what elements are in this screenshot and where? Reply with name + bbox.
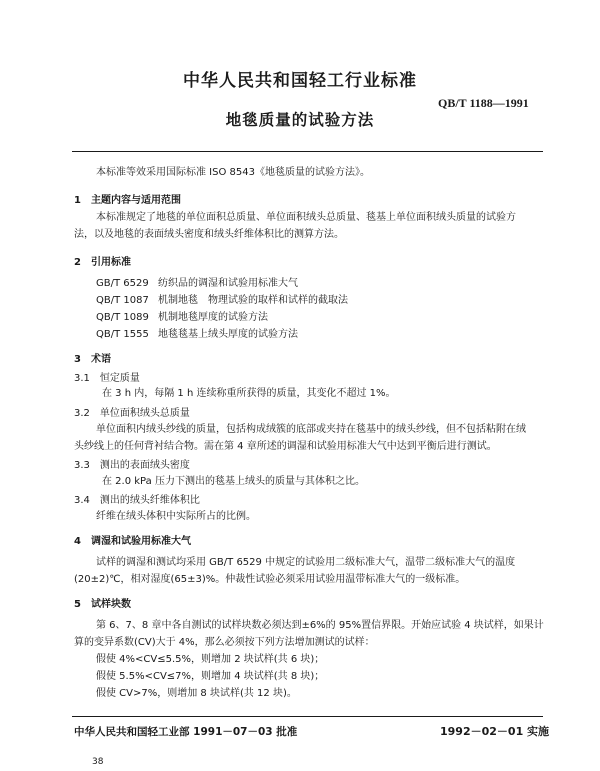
ref-title: 纺织品的调湿和试验用标准大气 <box>158 278 298 289</box>
section-4-line-2: (20±2)℃，相对湿度(65±3)%。仲裁性试验必须采用试验用温带标准大气的一级标准。 <box>74 574 466 585</box>
ref-title: 地毯毯基上绒头厚度的试验方法 <box>158 329 298 340</box>
term-3-3-def: 在 2.0 kPa 压力下测出的毯基上绒头的质量与其体积之比。 <box>102 476 365 487</box>
ref-code: QB/T 1555 <box>96 329 149 340</box>
section-5-case-1: 假使 4%<CV≤5.5%，则增加 2 块试样(共 6 块)； <box>96 654 325 665</box>
section-4-heading: 4 调湿和试验用标准大气 <box>74 536 191 547</box>
ref-item <box>96 326 298 343</box>
term-3-2-line-2: 头纱线上的任何背衬结合物。需在第 4 章所述的调湿和试验用标准大气中达到平衡后进行测试。 <box>74 441 497 452</box>
page-number: 38 <box>92 757 104 767</box>
ref-item <box>96 309 268 326</box>
term-3-2-line-1: 单位面积内绒头纱线的质量，包括构成绒簇的底部或夹持在毯基中的绒头纱线，但不包括粘附在绒 <box>96 424 526 435</box>
section-3-heading: 3 术语 <box>74 354 111 365</box>
intro-text: 本标准等效采用国际标准 ISO 8543《地毯质量的试验方法》。 <box>96 167 370 178</box>
term-3-2-label: 3.2 单位面积绒头总质量 <box>74 408 190 419</box>
document-title: 地毯质量的试验方法 <box>225 111 375 129</box>
term-3-1-label: 3.1 恒定质量 <box>74 373 140 384</box>
footer-rule <box>72 716 543 717</box>
section-5-line-2: 算的变异系数(CV)大于 4%，那么必须按下列方法增加测试的试样： <box>74 637 375 648</box>
section-5-line-1: 第 6、7、8 章中各自测试的试样块数必须达到±6%的 95%置信界限。开始应试验 4 块试样，如果计 <box>96 620 544 631</box>
term-3-3-label: 3.3 测出的表面绒头密度 <box>74 460 190 471</box>
section-5-case-2: 假使 5.5%<CV≤7%，则增加 4 块试样(共 8 块)； <box>96 671 325 682</box>
term-3-4-def: 纤维在绒头体积中实际所占的比例。 <box>96 511 256 522</box>
section-1-line-2: 法，以及地毯的表面绒头密度和绒头纤维体积比的测算方法。 <box>74 229 344 240</box>
header-rule <box>72 151 543 152</box>
ref-title: 机制地毯厚度的试验方法 <box>158 312 268 323</box>
section-1-heading: 1 主题内容与适用范围 <box>74 195 181 206</box>
ref-code: QB/T 1087 <box>96 295 149 306</box>
ref-item <box>96 292 348 309</box>
ref-item <box>96 275 298 292</box>
approval-date: 中华人民共和国轻工业部 1991－07－03 批准 <box>74 726 298 738</box>
term-3-4-label: 3.4 测出的绒头纤维体积比 <box>74 495 200 506</box>
ref-title: 机制地毯 物理试验的取样和试样的截取法 <box>158 295 348 306</box>
ref-code: GB/T 6529 <box>96 278 149 289</box>
section-5-case-3: 假使 CV>7%，则增加 8 块试样(共 12 块)。 <box>96 688 297 699</box>
term-3-1-def: 在 3 h 内，每隔 1 h 连续称重所获得的质量，其变化不超过 1%。 <box>102 388 396 399</box>
standard-code: QB/T 1188—1991 <box>438 96 529 110</box>
section-5-heading: 5 试样块数 <box>74 599 131 610</box>
industry-standard-title: 中华人民共和国轻工行业标准 <box>183 71 417 91</box>
section-2-heading: 2 引用标准 <box>74 257 131 268</box>
section-4-line-1: 试样的调湿和测试均采用 GB/T 6529 中规定的试验用二级标准大气，温带二级标准大气的温度 <box>96 557 516 568</box>
implementation-date: 1992－02－01 实施 <box>440 725 550 738</box>
section-1-line-1: 本标准规定了地毯的单位面积总质量、单位面积绒头总质量、毯基上单位面积绒头质量的试验方 <box>96 212 516 223</box>
ref-code: QB/T 1089 <box>96 312 149 323</box>
